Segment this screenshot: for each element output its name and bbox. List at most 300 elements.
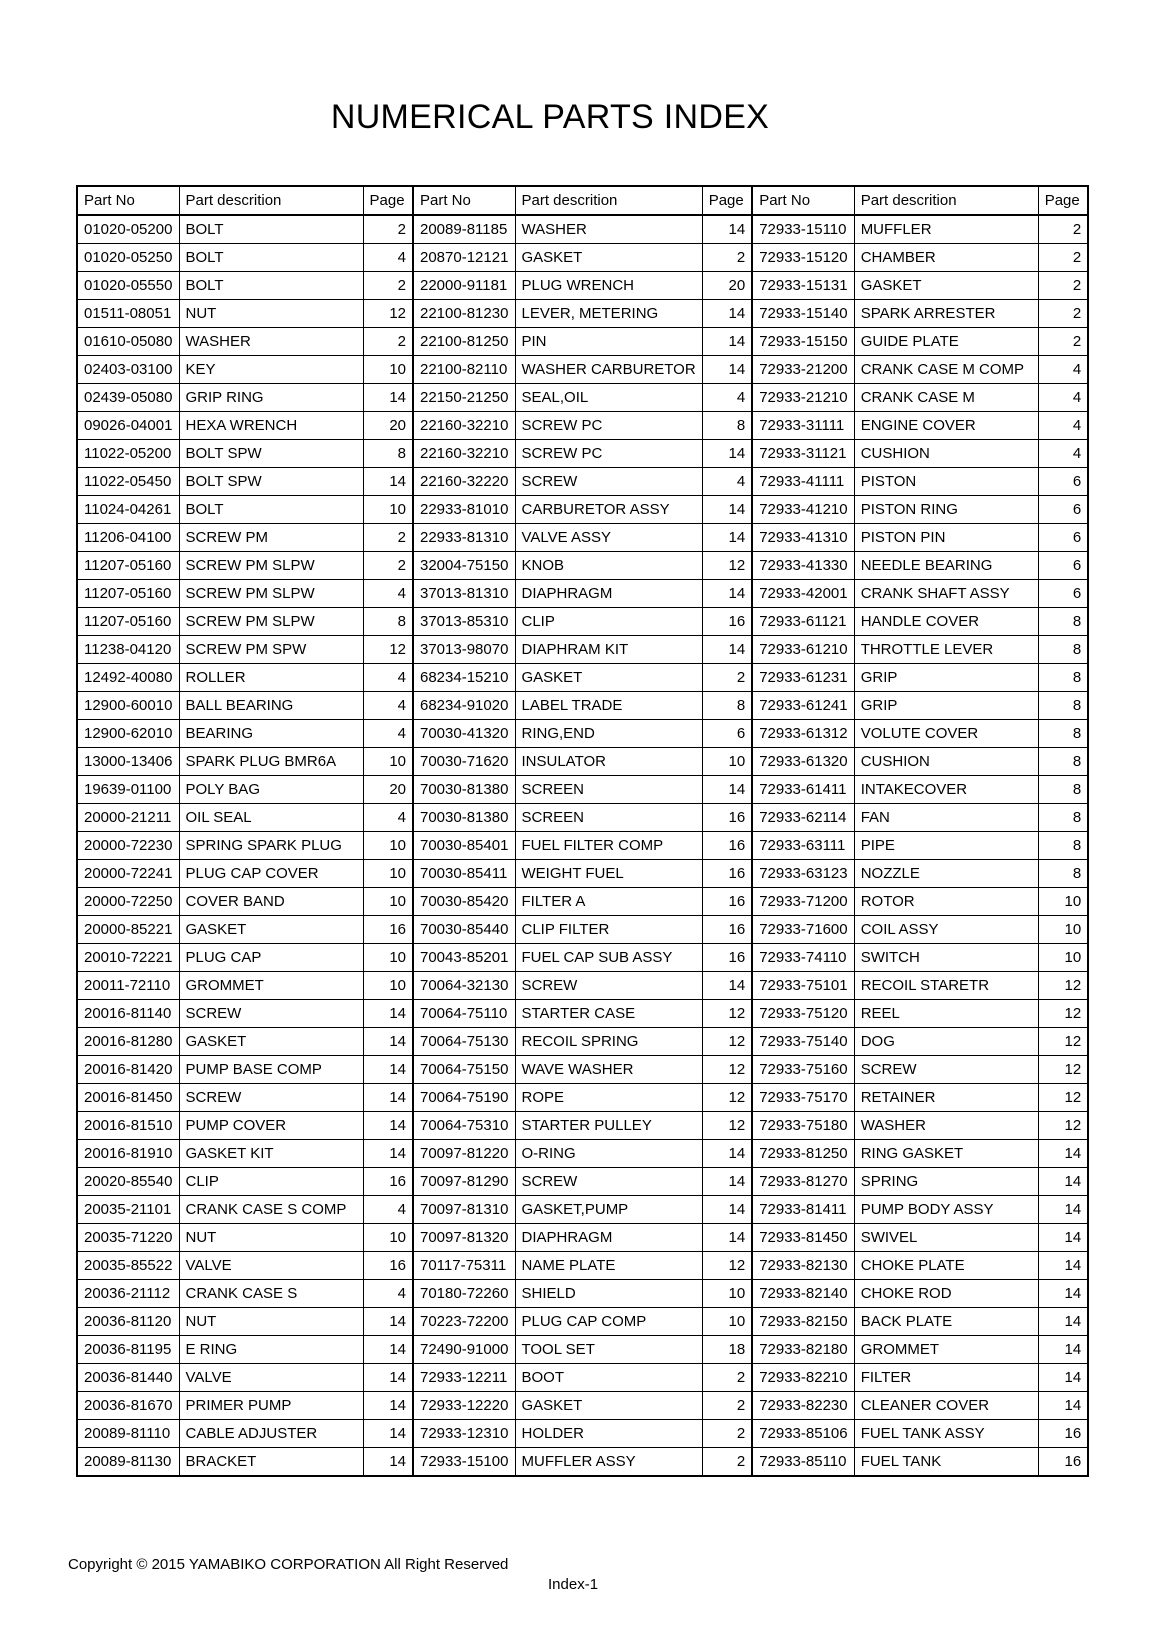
part-no-cell: 22100-81250: [413, 328, 515, 356]
part-no-cell: 01511-08051: [77, 300, 179, 328]
page-cell: 14: [1038, 1252, 1088, 1280]
description-cell: DIAPHRAGM: [515, 1224, 702, 1252]
description-cell: SWIVEL: [854, 1224, 1038, 1252]
page-cell: 4: [1038, 440, 1088, 468]
description-cell: ENGINE COVER: [854, 412, 1038, 440]
page-cell: 14: [702, 356, 752, 384]
description-cell: WASHER: [179, 328, 363, 356]
part-no-cell: 22100-81230: [413, 300, 515, 328]
description-cell: WASHER: [854, 1112, 1038, 1140]
part-no-cell: 72933-12310: [413, 1420, 515, 1448]
page-cell: 14: [1038, 1140, 1088, 1168]
page-cell: 12: [702, 1056, 752, 1084]
table-row: [77, 1168, 1088, 1196]
description-cell: NEEDLE BEARING: [854, 552, 1038, 580]
part-no-cell: 72933-15100: [413, 1448, 515, 1477]
page-cell: 14: [702, 776, 752, 804]
description-cell: WASHER CARBURETOR: [515, 356, 702, 384]
description-cell: GASKET: [515, 244, 702, 272]
description-cell: SCREW: [515, 972, 702, 1000]
part-no-cell: 09026-04001: [77, 412, 179, 440]
part-no-cell: 11207-05160: [77, 580, 179, 608]
part-no-cell: 72933-75170: [752, 1084, 854, 1112]
table-row: [77, 1196, 1088, 1224]
description-cell: LABEL TRADE: [515, 692, 702, 720]
part-no-cell: 01020-05200: [77, 215, 179, 244]
table-row: [77, 1056, 1088, 1084]
part-no-cell: 20020-85540: [77, 1168, 179, 1196]
part-no-cell: 02403-03100: [77, 356, 179, 384]
page-cell: 18: [702, 1336, 752, 1364]
part-no-cell: 70030-71620: [413, 748, 515, 776]
description-cell: NUT: [179, 1224, 363, 1252]
page-cell: 8: [363, 608, 413, 636]
page-cell: 14: [363, 1084, 413, 1112]
description-cell: NAME PLATE: [515, 1252, 702, 1280]
part-no-cell: 72933-61121: [752, 608, 854, 636]
description-cell: PUMP BODY ASSY: [854, 1196, 1038, 1224]
table-row: [77, 608, 1088, 636]
description-cell: CRANK CASE S COMP: [179, 1196, 363, 1224]
part-no-cell: 37013-98070: [413, 636, 515, 664]
table-row: [77, 524, 1088, 552]
page-cell: 6: [1038, 580, 1088, 608]
page-cell: 8: [1038, 804, 1088, 832]
part-no-cell: 72933-75120: [752, 1000, 854, 1028]
description-cell: GROMMET: [854, 1336, 1038, 1364]
page-cell: 12: [702, 1000, 752, 1028]
page-cell: 12: [1038, 1056, 1088, 1084]
table-row: [77, 552, 1088, 580]
page-cell: 16: [702, 916, 752, 944]
description-cell: FILTER: [854, 1364, 1038, 1392]
description-cell: PLUG CAP COMP: [515, 1308, 702, 1336]
part-no-cell: 72933-82180: [752, 1336, 854, 1364]
description-cell: INSULATOR: [515, 748, 702, 776]
part-no-cell: 72933-62114: [752, 804, 854, 832]
part-no-cell: 70097-81310: [413, 1196, 515, 1224]
part-no-cell: 72933-41310: [752, 524, 854, 552]
part-no-cell: 22160-32210: [413, 412, 515, 440]
description-cell: POLY BAG: [179, 776, 363, 804]
description-cell: SCREW PC: [515, 440, 702, 468]
part-no-cell: 70064-32130: [413, 972, 515, 1000]
part-no-cell: 20089-81185: [413, 215, 515, 244]
page-cell: 14: [363, 1420, 413, 1448]
part-no-cell: 11238-04120: [77, 636, 179, 664]
part-no-cell: 72933-71600: [752, 916, 854, 944]
page-cell: 14: [1038, 1392, 1088, 1420]
part-no-cell: 20016-81280: [77, 1028, 179, 1056]
page-cell: 2: [702, 1420, 752, 1448]
table-row: [77, 244, 1088, 272]
part-no-cell: 72933-21200: [752, 356, 854, 384]
page-cell: 10: [702, 1308, 752, 1336]
page-cell: 14: [363, 1112, 413, 1140]
description-cell: GRIP: [854, 664, 1038, 692]
page-cell: 12: [702, 1252, 752, 1280]
page-cell: 14: [1038, 1336, 1088, 1364]
description-cell: SCREW PC: [515, 412, 702, 440]
table-row: [77, 1336, 1088, 1364]
description-cell: RECOIL STARETR: [854, 972, 1038, 1000]
description-cell: COIL ASSY: [854, 916, 1038, 944]
table-row: [77, 944, 1088, 972]
description-cell: RETAINER: [854, 1084, 1038, 1112]
page-cell: 12: [363, 636, 413, 664]
part-no-cell: 20035-71220: [77, 1224, 179, 1252]
part-no-cell: 70097-81290: [413, 1168, 515, 1196]
part-no-cell: 72933-75180: [752, 1112, 854, 1140]
page-cell: 2: [702, 1364, 752, 1392]
part-no-cell: 72933-41210: [752, 496, 854, 524]
header-part-no: Part No: [77, 186, 179, 215]
part-no-cell: 72933-81450: [752, 1224, 854, 1252]
page-cell: 16: [363, 1252, 413, 1280]
page-cell: 2: [702, 244, 752, 272]
page-cell: 14: [363, 384, 413, 412]
header-description: Part descrition: [515, 186, 702, 215]
page-cell: 2: [363, 524, 413, 552]
description-cell: PISTON: [854, 468, 1038, 496]
description-cell: BOLT: [179, 496, 363, 524]
page-cell: 12: [1038, 1028, 1088, 1056]
description-cell: RING,END: [515, 720, 702, 748]
part-no-cell: 72933-82140: [752, 1280, 854, 1308]
description-cell: LEVER, METERING: [515, 300, 702, 328]
description-cell: VALVE ASSY: [515, 524, 702, 552]
description-cell: CHAMBER: [854, 244, 1038, 272]
header-row: [77, 186, 1088, 215]
table-row: [77, 1448, 1088, 1477]
part-no-cell: 37013-81310: [413, 580, 515, 608]
description-cell: BEARING: [179, 720, 363, 748]
description-cell: PLUG WRENCH: [515, 272, 702, 300]
part-no-cell: 68234-15210: [413, 664, 515, 692]
page-cell: 16: [1038, 1448, 1088, 1477]
table-row: [77, 1084, 1088, 1112]
description-cell: NOZZLE: [854, 860, 1038, 888]
part-no-cell: 72933-61210: [752, 636, 854, 664]
description-cell: GASKET: [179, 1028, 363, 1056]
header-description: Part descrition: [179, 186, 363, 215]
part-no-cell: 72933-75160: [752, 1056, 854, 1084]
page-cell: 16: [363, 1168, 413, 1196]
table-row: [77, 916, 1088, 944]
part-no-cell: 68234-91020: [413, 692, 515, 720]
description-cell: CRANK CASE M: [854, 384, 1038, 412]
description-cell: SWITCH: [854, 944, 1038, 972]
header-part-no: Part No: [413, 186, 515, 215]
page-cell: 2: [363, 272, 413, 300]
description-cell: STARTER PULLEY: [515, 1112, 702, 1140]
page-cell: 14: [702, 215, 752, 244]
part-no-cell: 70064-75150: [413, 1056, 515, 1084]
page-cell: 12: [1038, 1000, 1088, 1028]
description-cell: PRIMER PUMP: [179, 1392, 363, 1420]
description-cell: GASKET,PUMP: [515, 1196, 702, 1224]
part-no-cell: 22160-32220: [413, 468, 515, 496]
part-no-cell: 20000-72250: [77, 888, 179, 916]
description-cell: SPRING SPARK PLUG: [179, 832, 363, 860]
part-no-cell: 72933-82230: [752, 1392, 854, 1420]
page-cell: 12: [702, 1028, 752, 1056]
description-cell: SCREW: [515, 1168, 702, 1196]
description-cell: FUEL FILTER COMP: [515, 832, 702, 860]
description-cell: FUEL CAP SUB ASSY: [515, 944, 702, 972]
description-cell: STARTER CASE: [515, 1000, 702, 1028]
part-no-cell: 22000-91181: [413, 272, 515, 300]
part-no-cell: 72933-42001: [752, 580, 854, 608]
page-cell: 8: [1038, 664, 1088, 692]
page-cell: 10: [363, 888, 413, 916]
page-cell: 4: [363, 1196, 413, 1224]
description-cell: VALVE: [179, 1252, 363, 1280]
description-cell: SCREW PM SLPW: [179, 608, 363, 636]
description-cell: BOLT SPW: [179, 440, 363, 468]
table-row: [77, 748, 1088, 776]
page-cell: 8: [1038, 860, 1088, 888]
table-row: [77, 692, 1088, 720]
description-cell: BOLT SPW: [179, 468, 363, 496]
description-cell: VOLUTE COVER: [854, 720, 1038, 748]
page-cell: 14: [702, 328, 752, 356]
description-cell: KNOB: [515, 552, 702, 580]
table-row: [77, 804, 1088, 832]
table-row: [77, 776, 1088, 804]
page-cell: 12: [702, 552, 752, 580]
part-no-cell: 20000-72230: [77, 832, 179, 860]
part-no-cell: 72933-15120: [752, 244, 854, 272]
page-cell: 12: [1038, 1084, 1088, 1112]
description-cell: GASKET: [179, 916, 363, 944]
description-cell: CRANK SHAFT ASSY: [854, 580, 1038, 608]
part-no-cell: 70030-81380: [413, 776, 515, 804]
page-cell: 4: [1038, 412, 1088, 440]
table-row: [77, 356, 1088, 384]
page-cell: 8: [1038, 832, 1088, 860]
description-cell: PUMP COVER: [179, 1112, 363, 1140]
description-cell: HOLDER: [515, 1420, 702, 1448]
description-cell: FUEL TANK ASSY: [854, 1420, 1038, 1448]
description-cell: SCREW PM: [179, 524, 363, 552]
description-cell: CLIP: [515, 608, 702, 636]
header-page: Page: [363, 186, 413, 215]
description-cell: HEXA WRENCH: [179, 412, 363, 440]
part-no-cell: 70064-75110: [413, 1000, 515, 1028]
part-no-cell: 01020-05550: [77, 272, 179, 300]
page-cell: 14: [363, 1448, 413, 1477]
description-cell: BOLT: [179, 244, 363, 272]
part-no-cell: 20000-85221: [77, 916, 179, 944]
description-cell: HANDLE COVER: [854, 608, 1038, 636]
table-row: [77, 215, 1088, 244]
description-cell: FAN: [854, 804, 1038, 832]
description-cell: WASHER: [515, 215, 702, 244]
page-cell: 14: [702, 300, 752, 328]
page-cell: 16: [702, 804, 752, 832]
part-no-cell: 72933-61320: [752, 748, 854, 776]
page-cell: 12: [363, 300, 413, 328]
page-cell: 14: [1038, 1196, 1088, 1224]
page-cell: 8: [702, 692, 752, 720]
table-row: [77, 664, 1088, 692]
page-cell: 6: [1038, 524, 1088, 552]
part-no-cell: 72933-21210: [752, 384, 854, 412]
description-cell: ROTOR: [854, 888, 1038, 916]
table-row: [77, 440, 1088, 468]
page-cell: 14: [702, 496, 752, 524]
table-row: [77, 300, 1088, 328]
table-row: [77, 412, 1088, 440]
description-cell: ROLLER: [179, 664, 363, 692]
page-cell: 20: [363, 776, 413, 804]
table-row: [77, 1112, 1088, 1140]
part-no-cell: 20000-72241: [77, 860, 179, 888]
page-cell: 16: [702, 832, 752, 860]
page-cell: 12: [702, 1112, 752, 1140]
page-cell: 8: [1038, 776, 1088, 804]
page-cell: 4: [363, 1280, 413, 1308]
part-no-cell: 72933-41330: [752, 552, 854, 580]
part-no-cell: 70030-85401: [413, 832, 515, 860]
page-cell: 10: [363, 972, 413, 1000]
description-cell: NUT: [179, 300, 363, 328]
page-cell: 14: [363, 1028, 413, 1056]
part-no-cell: 72933-82210: [752, 1364, 854, 1392]
description-cell: PLUG CAP: [179, 944, 363, 972]
description-cell: CRANK CASE S: [179, 1280, 363, 1308]
description-cell: SEAL,OIL: [515, 384, 702, 412]
table-row: [77, 1224, 1088, 1252]
description-cell: FILTER A: [515, 888, 702, 916]
part-no-cell: 70064-75310: [413, 1112, 515, 1140]
description-cell: GRIP RING: [179, 384, 363, 412]
part-no-cell: 72933-81411: [752, 1196, 854, 1224]
part-no-cell: 72933-82150: [752, 1308, 854, 1336]
page-cell: 16: [702, 608, 752, 636]
page-cell: 10: [1038, 916, 1088, 944]
description-cell: CUSHION: [854, 440, 1038, 468]
page-cell: 8: [1038, 692, 1088, 720]
page-cell: 14: [702, 580, 752, 608]
page-cell: 16: [363, 916, 413, 944]
description-cell: DOG: [854, 1028, 1038, 1056]
description-cell: PUMP BASE COMP: [179, 1056, 363, 1084]
parts-index-table: [76, 185, 1089, 1477]
page-cell: 8: [1038, 608, 1088, 636]
page-cell: 14: [702, 972, 752, 1000]
page-cell: 16: [702, 944, 752, 972]
table-row: [77, 1364, 1088, 1392]
description-cell: TOOL SET: [515, 1336, 702, 1364]
page-cell: 10: [363, 832, 413, 860]
part-no-cell: 72933-31111: [752, 412, 854, 440]
part-no-cell: 72933-81270: [752, 1168, 854, 1196]
part-no-cell: 70097-81220: [413, 1140, 515, 1168]
part-no-cell: 70223-72200: [413, 1308, 515, 1336]
page-cell: 8: [1038, 720, 1088, 748]
description-cell: BACK PLATE: [854, 1308, 1038, 1336]
description-cell: DIAPHRAM KIT: [515, 636, 702, 664]
page-cell: 10: [1038, 888, 1088, 916]
page-cell: 6: [702, 720, 752, 748]
page-cell: 14: [363, 1364, 413, 1392]
page-cell: 8: [702, 412, 752, 440]
description-cell: PISTON RING: [854, 496, 1038, 524]
page-cell: 4: [363, 664, 413, 692]
page-cell: 4: [702, 468, 752, 496]
part-no-cell: 70117-75311: [413, 1252, 515, 1280]
part-no-cell: 20016-81510: [77, 1112, 179, 1140]
description-cell: GASKET: [515, 664, 702, 692]
page-cell: 12: [1038, 1112, 1088, 1140]
part-no-cell: 11022-05450: [77, 468, 179, 496]
table-row: [77, 832, 1088, 860]
part-no-cell: 19639-01100: [77, 776, 179, 804]
description-cell: SCREW: [854, 1056, 1038, 1084]
part-no-cell: 72933-85106: [752, 1420, 854, 1448]
part-no-cell: 20016-81450: [77, 1084, 179, 1112]
page-cell: 4: [1038, 384, 1088, 412]
page-cell: 4: [1038, 356, 1088, 384]
part-no-cell: 20036-81440: [77, 1364, 179, 1392]
part-no-cell: 11022-05200: [77, 440, 179, 468]
description-cell: PLUG CAP COVER: [179, 860, 363, 888]
description-cell: KEY: [179, 356, 363, 384]
description-cell: E RING: [179, 1336, 363, 1364]
page-cell: 6: [1038, 496, 1088, 524]
page-cell: 2: [1038, 272, 1088, 300]
page-cell: 6: [1038, 552, 1088, 580]
description-cell: CUSHION: [854, 748, 1038, 776]
page-cell: 2: [1038, 215, 1088, 244]
description-cell: CHOKE PLATE: [854, 1252, 1038, 1280]
description-cell: MUFFLER ASSY: [515, 1448, 702, 1477]
part-no-cell: 72933-41111: [752, 468, 854, 496]
part-no-cell: 70030-41320: [413, 720, 515, 748]
description-cell: SPRING: [854, 1168, 1038, 1196]
page-cell: 10: [702, 748, 752, 776]
page-cell: 10: [363, 356, 413, 384]
page-cell: 10: [1038, 944, 1088, 972]
page-cell: 20: [363, 412, 413, 440]
part-no-cell: 70064-75130: [413, 1028, 515, 1056]
part-no-cell: 20035-21101: [77, 1196, 179, 1224]
description-cell: VALVE: [179, 1364, 363, 1392]
part-no-cell: 37013-85310: [413, 608, 515, 636]
table-row: [77, 1392, 1088, 1420]
description-cell: OIL SEAL: [179, 804, 363, 832]
table-row: [77, 1000, 1088, 1028]
header-page: Page: [1038, 186, 1088, 215]
part-no-cell: 20016-81420: [77, 1056, 179, 1084]
page-cell: 14: [1038, 1168, 1088, 1196]
description-cell: NUT: [179, 1308, 363, 1336]
table-row: [77, 384, 1088, 412]
part-no-cell: 72933-85110: [752, 1448, 854, 1477]
table-row: [77, 1308, 1088, 1336]
parts-table-body: [77, 215, 1088, 1476]
part-no-cell: 70043-85201: [413, 944, 515, 972]
table-row: [77, 1420, 1088, 1448]
description-cell: GASKET: [515, 1392, 702, 1420]
header-part-no: Part No: [752, 186, 854, 215]
part-no-cell: 72933-61312: [752, 720, 854, 748]
part-no-cell: 22933-81310: [413, 524, 515, 552]
page-cell: 2: [702, 664, 752, 692]
table-row: [77, 468, 1088, 496]
